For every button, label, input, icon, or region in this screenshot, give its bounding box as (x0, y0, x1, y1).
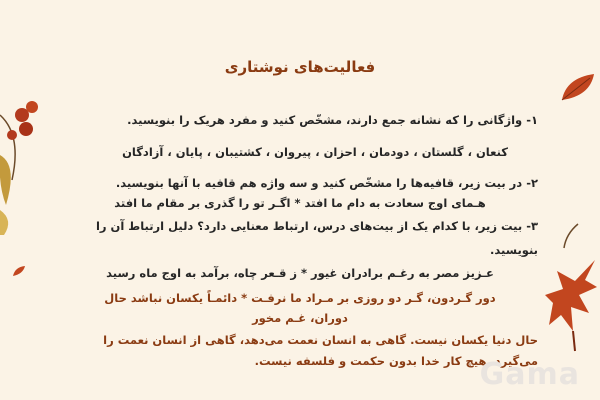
watermark-logo: Gama (479, 357, 580, 392)
question-3-line-2: بنویسید. (490, 243, 538, 257)
question-2-verse: هـمای اوج سعادت به دام ما افتد * اگـر تو را گذری بر مقام ما افتد (114, 196, 486, 210)
small-leaf-left-icon (12, 265, 26, 277)
leaf-top-right-icon (560, 72, 598, 104)
question-3-line-1: ۳- بیت زیر، با کدام یک از بیت‌های درس، ارتباط معنایی دارد؟ دلیل ارتباط آن را (95, 219, 538, 233)
answer-line-1: حال دنیا یکسان نیست. گاهی به انسان نعمت می‌دهد، گاهی از انسان نعمت را (103, 333, 538, 347)
maple-leaf-bottom-right-icon (545, 255, 600, 355)
question-2: ۲- در بیت زیر، قافیه‌ها را مشخّص کنید و سه واژه هم قافیه با آنها بنویسید. (115, 176, 538, 190)
twig-right-icon (560, 220, 582, 250)
question-3-verse: عـزیز مصر به رغـم برادران غیور * ز قـعر چاه، برآمد به اوج ماه رسید (106, 266, 494, 280)
answer-verse-line-2: دوران، غـم مخور (252, 311, 348, 325)
question-1: ۱- واژگانی را که نشانه جمع دارند، مشخّص کنید و مفرد هریک را بنویسید. (127, 113, 538, 127)
answer-line-2: می‌گیرد. هیچ کار خدا بدون حکمت و فلسفه نیست. (254, 354, 538, 368)
page-title: فعالیت‌های نوشتاری (224, 58, 376, 76)
answer-verse-line-1: دور گـردون، گـر دو روزی بر مـراد ما نرفـت * دائمـاً یکسان نباشد حال (104, 291, 496, 305)
question-1-words: کنعان ، گلستان ، دودمان ، احزان ، پیروان ، کشتیبان ، پایان ، آزادگان (122, 145, 508, 159)
